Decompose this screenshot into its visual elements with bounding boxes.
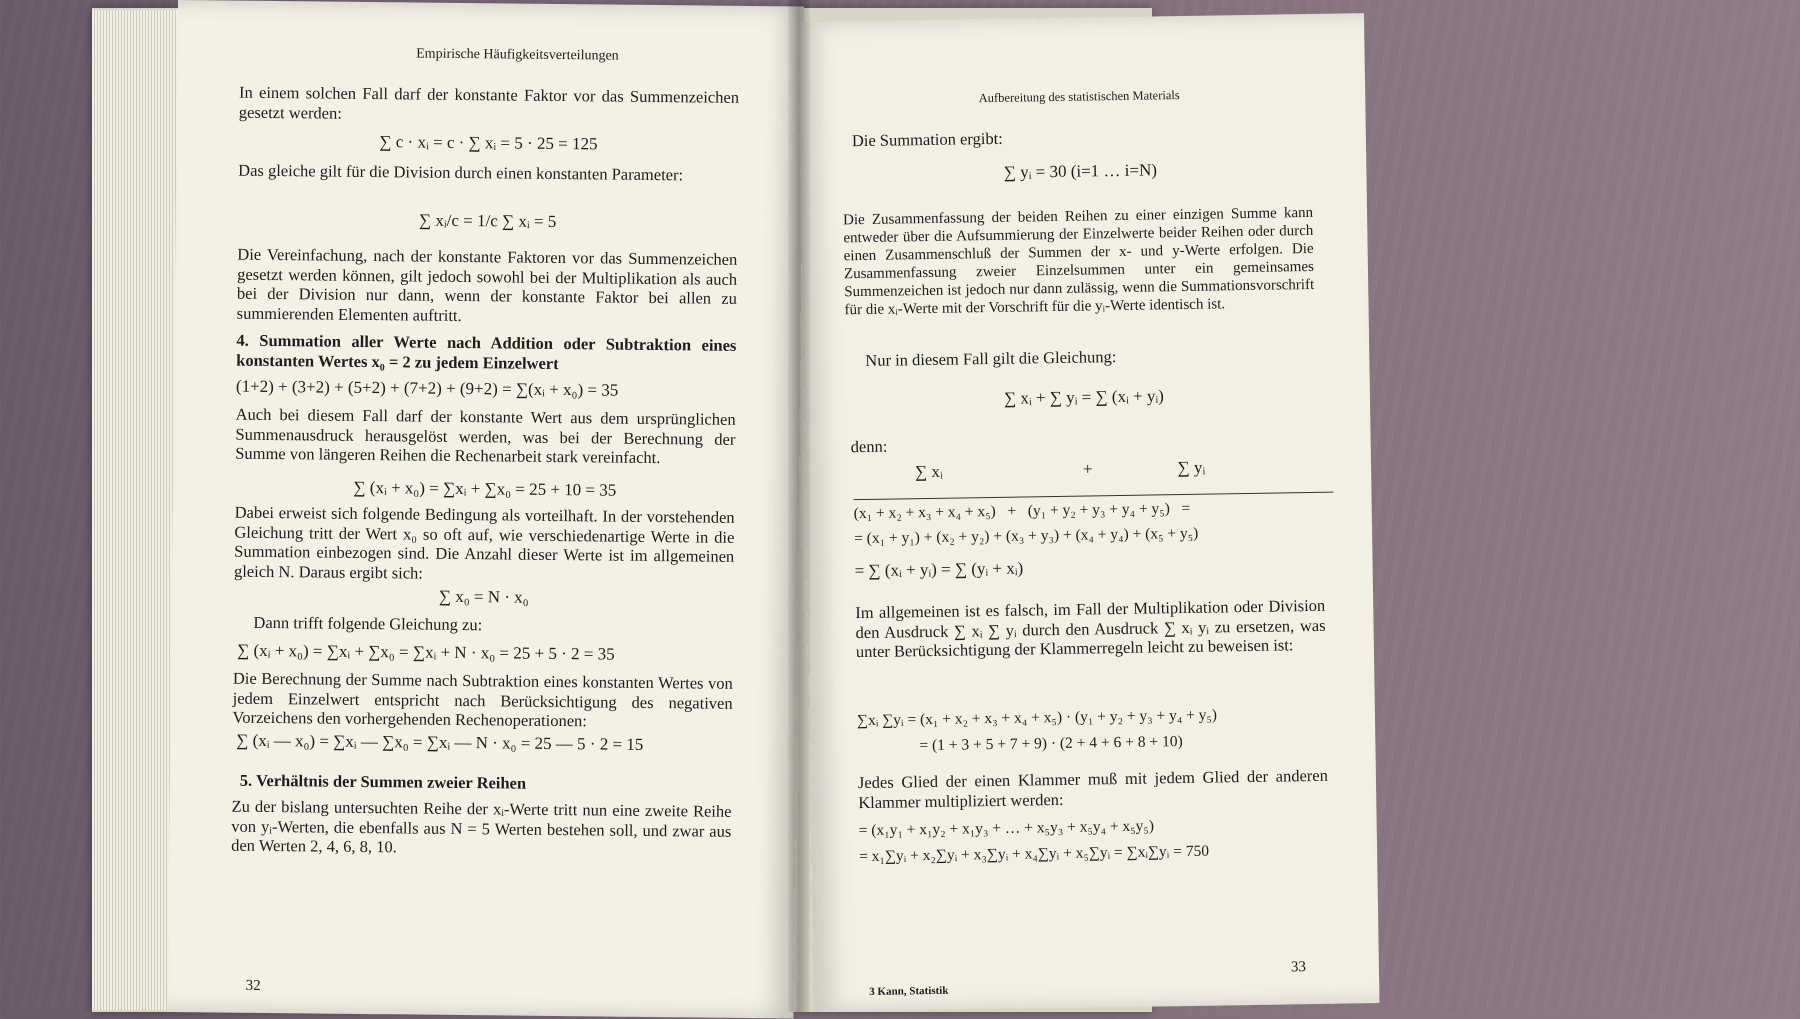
formula: ∑ xᵢ/c = 1/c ∑ xᵢ = 5: [418, 210, 557, 231]
book-gutter: [788, 0, 810, 1012]
paragraph: denn:: [850, 436, 888, 457]
paragraph: Die Summation ergibt:: [851, 128, 1003, 151]
paragraph: Auch bei diesem Fall darf der konstante Wert aus dem ursprünglichen Summenausdruck herausgelöst werden, was bei der Berechnung der Summe von längeren Reihen die Rechenarbeit stark vereinfacht.: [235, 404, 736, 468]
right-page: [798, 13, 1379, 1012]
page-number: 32: [245, 977, 261, 994]
section-heading: 5. Verhältnis der Summen zweier Reihen: [239, 770, 527, 793]
paragraph: Dann trifft folgende Gleichung zu:: [253, 612, 483, 635]
paragraph: Die Zusammenfassung der beiden Reihen zu einer einzigen Summe kann entweder über die Aufsummierung der Einzelwerte beider Reihen oder durch einen Zusammenschluß der Summen der x- und y-Werte erfolgen. Die Zusammenfassung zweier Einzelsummen unter ein gemeinsames Summenzeichen ist jedoch nur dann zulässig, wenn die Summationsvorschrift für die xᵢ-Werte mit der Vorschrift für die yᵢ-Werte identisch ist.: [842, 204, 1315, 319]
paragraph: Im allgemeinen ist es falsch, im Fall der Multiplikation oder Division den Ausdruck ∑ xᵢ ∑ yᵢ durch den Ausdruck ∑ xᵢ yᵢ zu ersetzen, was unter Berücksichtigung der Klammerregeln leicht zu beweisen ist:: [855, 595, 1326, 662]
formula: = (x₁y₁ + x₁y₂ + x₁y₃ + … + x₅y₃ + x₅y₄ + x₅y₅): [858, 817, 1155, 840]
formula: (1+2) + (3+2) + (5+2) + (7+2) + (9+2) = ∑(xᵢ + x₀) = 35: [235, 376, 619, 400]
formula: ∑ yᵢ = 30 (i=1 … i=N): [1003, 160, 1158, 182]
formula: = (x₁ + y₁) + (x₂ + y₂) + (x₃ + y₃) + (x₄ + y₄) + (x₅ + y₅): [853, 524, 1199, 548]
formula: = ∑ (xᵢ + yᵢ) = ∑ (yᵢ + xᵢ): [854, 558, 1024, 581]
paragraph: Zu der bislang untersuchten Reihe der xᵢ-Werte tritt nun eine zweite Reihe von yᵢ-Werten, die ebenfalls aus N = 5 Werten bestehen soll, und zwar aus den Werten 2, 4, 6, 8, 10.: [231, 796, 732, 857]
running-header-left: Empirische Häufigkeitsverteilungen: [416, 46, 619, 64]
formula: ∑ c · xᵢ = c · ∑ xᵢ = 5 · 25 = 125: [379, 132, 598, 154]
running-header-right: Aufbereitung des statistischen Materials: [978, 88, 1180, 106]
formula: ∑xᵢ ∑yᵢ = (x₁ + x₂ + x₃ + x₄ + x₅) · (y₁ + y₂ + y₃ + y₄ + y₅): [856, 706, 1218, 730]
formula: ∑ (xᵢ — x₀) = ∑xᵢ — ∑x₀ = ∑xᵢ — N · x₀ = 25 — 5 · 2 = 15: [236, 730, 644, 754]
formula: ∑ (xᵢ + x₀) = ∑xᵢ + ∑x₀ = ∑xᵢ + N · x₀ = 25 + 5 · 2 = 35: [237, 640, 615, 664]
page-number: 33: [1290, 959, 1307, 976]
formula: ∑ x₀ = N · x₀: [438, 586, 529, 607]
paragraph: In einem solchen Fall darf der konstante Faktor vor das Summenzeichen gesetzt werden:: [238, 82, 740, 123]
formula: ∑ (xᵢ + x₀) = ∑xᵢ + ∑x₀ = 25 + 10 = 35: [353, 477, 617, 500]
left-page: [167, 0, 804, 1018]
paragraph: Nur in diesem Fall gilt die Gleichung:: [865, 347, 1117, 370]
paragraph: Die Vereinfachung, nach der konstante Faktoren vor das Summenzeichen gesetzt werden können, gilt jedoch sowohl bei der Multiplikation als auch bei der Division nur dann, wenn der konstante Faktor bei allen zu summierenden Elementen auftritt.: [236, 244, 738, 325]
paragraph: Dabei erweist sich folgende Bedingung als vorteilhaft. In der vorstehenden Gleichung tritt der Wert x₀ so oft auf, wie verschiedenartige Werte in die Summation einbezogen sind. Die Anzahl dieser Werte ist im allgemeinen gleich N. Daraus ergibt sich:: [233, 502, 735, 583]
paragraph: Die Berechnung der Summe nach Subtraktion eines konstanten Wertes von jedem Einzelwert entspricht nach Berücksichtigung des negativen Vorzeichens den vorhergehenden Rechenoperationen:: [232, 668, 733, 731]
formula: ∑ xᵢ + ∑ yᵢ = ∑ (xᵢ + yᵢ): [1003, 386, 1164, 408]
footer-note: 3 Kann, Statistik: [869, 984, 949, 998]
section-heading: 4. Summation aller Werte nach Addition oder Subtraktion eines konstanten Wertes x₀ = 2 zu jedem Einzelwert: [236, 330, 737, 373]
paragraph: Jedes Glied der einen Klammer muß mit jedem Glied der anderen Klammer multipliziert werden:: [857, 765, 1329, 812]
paragraph: Das gleiche gilt für die Division durch einen konstanten Parameter:: [238, 160, 684, 185]
formula: = x₁∑yᵢ + x₂∑yᵢ + x₃∑yᵢ + x₄∑yᵢ + x₅∑yᵢ = ∑xᵢ∑yᵢ = 750: [858, 842, 1210, 866]
formula: = (1 + 3 + 5 + 7 + 9) · (2 + 4 + 6 + 8 + 10): [919, 733, 1183, 755]
formula: ∑ xᵢ + ∑ yᵢ: [914, 457, 1206, 482]
formula: (x₁ + x₂ + x₃ + x₄ + x₅) + (y₁ + y₂ + y₃ + y₄ + y₅) =: [854, 492, 1334, 524]
